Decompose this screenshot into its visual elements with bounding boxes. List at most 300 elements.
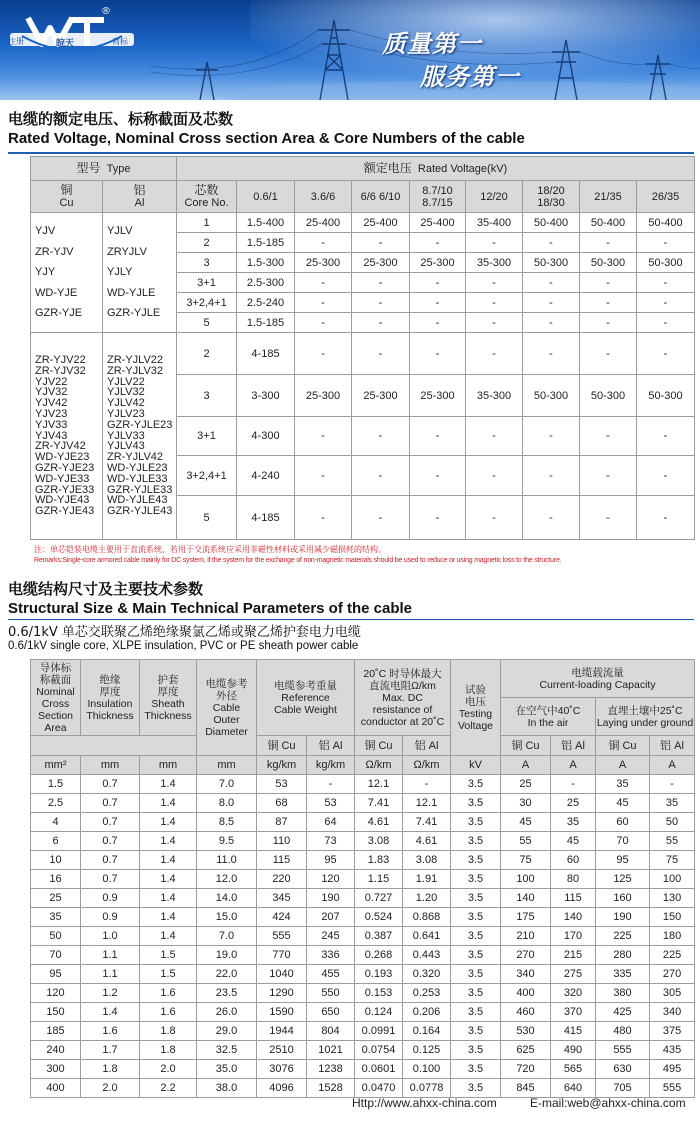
ground-al-header: 铝 Al xyxy=(650,736,695,756)
data-cell: 1.4 xyxy=(140,775,197,794)
section2-title-en: Structural Size & Main Technical Parameters of the cable xyxy=(8,600,413,617)
data-cell: 7.0 xyxy=(197,927,257,946)
data-cell: 1.4 xyxy=(140,794,197,813)
section-range-cell: - xyxy=(466,456,523,496)
data-cell: 770 xyxy=(257,946,307,965)
section-range-cell: 35-300 xyxy=(466,375,523,417)
section-range-cell: 25-300 xyxy=(410,253,466,273)
model-name: WD-YJE23 xyxy=(35,451,90,464)
section-range-cell: - xyxy=(523,456,580,496)
model-name: YJLV xyxy=(107,225,133,238)
data-cell: 435 xyxy=(650,1041,695,1060)
data-cell: 0.100 xyxy=(403,1060,451,1079)
unit-cell: A xyxy=(551,756,596,775)
unit-cell: Ω/km xyxy=(403,756,451,775)
data-cell: 0.125 xyxy=(403,1041,451,1060)
section-range-cell: 50-400 xyxy=(637,213,695,233)
data-cell: 240 xyxy=(31,1041,81,1060)
section-range-cell: - xyxy=(637,456,695,496)
data-cell: 1.8 xyxy=(140,1041,197,1060)
data-cell: 804 xyxy=(307,1022,355,1041)
data-cell: 100 xyxy=(650,870,695,889)
data-cell: 2.5 xyxy=(31,794,81,813)
remark-note-en: Remarks:Single-core armored cable mainly for DC system, if the system for the exchange of non-magnetic materials should be used to reduce or using magnetic loss to the structure. xyxy=(34,557,562,564)
data-cell: 95 xyxy=(307,851,355,870)
al-model-list-1 xyxy=(103,213,177,333)
section-range-cell: - xyxy=(410,333,466,375)
section-range-cell: 50-300 xyxy=(637,375,695,417)
data-cell: 68 xyxy=(257,794,307,813)
section-range-cell: - xyxy=(580,333,637,375)
data-cell: 340 xyxy=(650,1003,695,1022)
data-cell: 1590 xyxy=(257,1003,307,1022)
unit-cell: mm xyxy=(140,756,197,775)
data-cell: 1021 xyxy=(307,1041,355,1060)
data-cell: 7.41 xyxy=(403,813,451,832)
data-cell: 3.5 xyxy=(451,927,501,946)
section-range-cell: - xyxy=(295,313,352,333)
footer-url: Http://www.ahxx-china.com xyxy=(352,1096,497,1110)
data-cell: 335 xyxy=(596,965,650,984)
model-name: GZR-YJLE xyxy=(107,307,161,320)
data-cell: 0.7 xyxy=(81,813,140,832)
data-cell: 0.0470 xyxy=(355,1079,403,1098)
section-range-cell: - xyxy=(466,313,523,333)
section-range-cell: - xyxy=(352,496,410,540)
table-row xyxy=(31,965,695,984)
section-range-cell: - xyxy=(466,273,523,293)
section-range-cell: - xyxy=(295,273,352,293)
table-row xyxy=(31,870,695,889)
type-header-en: Type xyxy=(106,163,131,175)
data-cell: 150 xyxy=(650,908,695,927)
data-cell: 3.5 xyxy=(451,946,501,965)
section-range-cell: 50-400 xyxy=(580,213,637,233)
model-name: YJLV42 xyxy=(107,397,145,410)
section-range-cell: - xyxy=(410,417,466,456)
data-cell: 0.0991 xyxy=(355,1022,403,1041)
data-cell: 270 xyxy=(501,946,551,965)
section-range-cell: - xyxy=(410,496,466,540)
logo-small-right-text: 商标 xyxy=(112,37,128,46)
data-cell: 30 xyxy=(501,794,551,813)
section-range-cell: - xyxy=(637,293,695,313)
section-range-cell: - xyxy=(580,233,637,253)
unit-cell: A xyxy=(596,756,650,775)
table-row xyxy=(31,908,695,927)
data-cell: 625 xyxy=(501,1041,551,1060)
data-cell: 0.164 xyxy=(403,1022,451,1041)
data-cell: 53 xyxy=(307,794,355,813)
data-cell: 1.4 xyxy=(81,1003,140,1022)
section-range-cell: - xyxy=(580,313,637,333)
model-name: ZR-YJV32 xyxy=(35,364,86,377)
unit-cell: kg/km xyxy=(257,756,307,775)
section-range-cell: 25-400 xyxy=(295,213,352,233)
data-cell: 630 xyxy=(596,1060,650,1079)
voltage-header-7: 26/35 xyxy=(637,181,695,213)
model-name: WD-YJLE33 xyxy=(107,472,168,485)
model-name: GZR-YJLE23 xyxy=(107,418,173,431)
section-range-cell: 25-300 xyxy=(295,375,352,417)
data-cell: 12.1 xyxy=(403,794,451,813)
model-name: ZR-YJV42 xyxy=(35,440,86,453)
section-range-cell: 25-400 xyxy=(352,213,410,233)
section-range-cell: - xyxy=(637,333,695,375)
model-name: ZRYJLV xyxy=(107,245,147,258)
data-cell: 150 xyxy=(31,1003,81,1022)
unit-cell: mm² xyxy=(31,756,81,775)
data-cell: 70 xyxy=(596,832,650,851)
section-range-cell: - xyxy=(466,333,523,375)
data-cell: 29.0 xyxy=(197,1022,257,1041)
section-range-cell: - xyxy=(295,233,352,253)
in-air-header: 在空气中40˚C In the air xyxy=(501,698,596,736)
model-name: YJV23 xyxy=(35,408,68,420)
model-name: GZR-YJE43 xyxy=(35,505,95,518)
unit-cell: kg/km xyxy=(307,756,355,775)
data-cell: 215 xyxy=(551,946,596,965)
table-row xyxy=(31,794,695,813)
data-cell: 55 xyxy=(650,832,695,851)
section-range-cell: - xyxy=(352,313,410,333)
model-name: YJV32 xyxy=(35,386,68,399)
data-cell: 0.193 xyxy=(355,965,403,984)
data-cell: 555 xyxy=(650,1079,695,1098)
data-cell: 1.5 xyxy=(140,946,197,965)
section-range-cell: 25-300 xyxy=(410,375,466,417)
data-cell: 3.5 xyxy=(451,794,501,813)
model-name: YJY xyxy=(35,266,56,279)
technical-parameters-table xyxy=(30,659,695,1098)
data-cell: 455 xyxy=(307,965,355,984)
data-cell: 75 xyxy=(501,851,551,870)
model-name: YJV22 xyxy=(35,375,68,388)
core-number: 1 xyxy=(177,213,237,233)
data-cell: 87 xyxy=(257,813,307,832)
data-cell: 400 xyxy=(31,1079,81,1098)
data-cell: 300 xyxy=(31,1060,81,1079)
under-ground-header: 直埋土壤中25˚C Laying under ground xyxy=(596,698,695,736)
data-cell: 3.5 xyxy=(451,889,501,908)
data-cell: 7.0 xyxy=(197,775,257,794)
data-cell: 845 xyxy=(501,1079,551,1098)
data-cell: 1.6 xyxy=(140,1003,197,1022)
data-cell: 3.08 xyxy=(403,851,451,870)
data-cell: 0.0778 xyxy=(403,1079,451,1098)
unit-cell: kV xyxy=(451,756,501,775)
section-range-cell: 25-300 xyxy=(352,253,410,273)
section-range-cell: - xyxy=(637,273,695,293)
model-name: ZR-YJLV42 xyxy=(107,451,164,464)
al-model-list-2 xyxy=(103,333,177,540)
data-cell: 1238 xyxy=(307,1060,355,1079)
section-range-cell: - xyxy=(523,496,580,540)
data-cell: 245 xyxy=(307,927,355,946)
section-range-cell: 25-300 xyxy=(352,375,410,417)
table-row xyxy=(31,832,695,851)
data-cell: 0.153 xyxy=(355,984,403,1003)
table-row xyxy=(31,1060,695,1079)
section-range-cell: - xyxy=(410,273,466,293)
model-name: YJLV43 xyxy=(107,440,145,453)
section-range-cell: - xyxy=(352,333,410,375)
table-row xyxy=(31,927,695,946)
data-cell: 35 xyxy=(596,775,650,794)
voltage-header-1: 3.6/6 xyxy=(295,181,352,213)
voltage-header-0: 0.6/1 xyxy=(237,181,295,213)
data-cell: 53 xyxy=(257,775,307,794)
data-cell: 3.5 xyxy=(451,813,501,832)
data-cell: 555 xyxy=(596,1041,650,1060)
data-cell: 1040 xyxy=(257,965,307,984)
data-cell: 1.4 xyxy=(140,832,197,851)
sheath-header: 护套 厚度 Sheath Thickness xyxy=(140,660,197,736)
data-cell: 1.8 xyxy=(81,1060,140,1079)
data-cell: 7.41 xyxy=(355,794,403,813)
data-cell: 0.727 xyxy=(355,889,403,908)
section-range-cell: 35-300 xyxy=(466,253,523,273)
core-number: 3+1 xyxy=(177,273,237,293)
core-header-cn: 芯数 xyxy=(194,183,219,197)
section-range-cell: 50-300 xyxy=(580,375,637,417)
data-cell: 0.7 xyxy=(81,832,140,851)
area-header: 导体标 称截面 Nominal Cross Section Area xyxy=(31,660,81,736)
ground-cu-header: 铜 Cu xyxy=(596,736,650,756)
data-cell: 110 xyxy=(257,832,307,851)
type-header xyxy=(31,157,177,181)
data-cell: 80 xyxy=(551,870,596,889)
data-cell: 0.253 xyxy=(403,984,451,1003)
data-cell: 75 xyxy=(650,851,695,870)
type-header-cn: 型号 xyxy=(76,161,101,175)
data-cell: 9.5 xyxy=(197,832,257,851)
model-name: ZR-YJV22 xyxy=(35,354,86,367)
data-cell: 64 xyxy=(307,813,355,832)
data-cell: 25 xyxy=(551,794,596,813)
data-cell: 180 xyxy=(650,927,695,946)
data-cell: 225 xyxy=(650,946,695,965)
data-cell: 115 xyxy=(257,851,307,870)
data-cell: 95 xyxy=(596,851,650,870)
data-cell: 4.61 xyxy=(355,813,403,832)
data-cell: 35 xyxy=(551,813,596,832)
data-cell: 2.2 xyxy=(140,1079,197,1098)
data-cell: 26.0 xyxy=(197,1003,257,1022)
data-cell: 3.5 xyxy=(451,1003,501,1022)
data-cell: 425 xyxy=(596,1003,650,1022)
data-cell: 270 xyxy=(650,965,695,984)
data-cell: 1.4 xyxy=(140,908,197,927)
data-cell: 320 xyxy=(551,984,596,1003)
data-cell: 45 xyxy=(551,832,596,851)
section-range-cell: 4-185 xyxy=(237,333,295,375)
data-cell: 0.868 xyxy=(403,908,451,927)
core-header-en: Core No. xyxy=(184,197,229,209)
data-cell: 2.0 xyxy=(140,1060,197,1079)
model-name: WD-YJE xyxy=(35,286,78,299)
current-capacity-header: 电缆载流量 Current-loading Capacity xyxy=(501,660,695,698)
data-cell: 1944 xyxy=(257,1022,307,1041)
section-range-cell: - xyxy=(523,233,580,253)
section-range-cell: 1.5-300 xyxy=(237,253,295,273)
data-cell: 0.7 xyxy=(81,851,140,870)
model-name: YJV33 xyxy=(35,418,68,431)
air-cu-header: 铜 Cu xyxy=(501,736,551,756)
data-cell: 3.5 xyxy=(451,984,501,1003)
data-cell: 555 xyxy=(257,927,307,946)
data-cell: 0.641 xyxy=(403,927,451,946)
core-number: 2 xyxy=(177,333,237,375)
data-cell: 100 xyxy=(501,870,551,889)
header-banner xyxy=(0,0,700,100)
section-range-cell: 50-300 xyxy=(637,253,695,273)
data-cell: 0.443 xyxy=(403,946,451,965)
data-cell: 38.0 xyxy=(197,1079,257,1098)
data-cell: 3076 xyxy=(257,1060,307,1079)
section-range-cell: - xyxy=(637,417,695,456)
data-cell: 530 xyxy=(501,1022,551,1041)
model-name: YJLV32 xyxy=(107,386,145,399)
data-cell: 120 xyxy=(31,984,81,1003)
section-range-cell: - xyxy=(466,417,523,456)
data-cell: - xyxy=(551,775,596,794)
section-range-cell: - xyxy=(295,293,352,313)
core-number: 5 xyxy=(177,496,237,540)
data-cell: 720 xyxy=(501,1060,551,1079)
slogan-service: 服务第一 xyxy=(420,63,520,91)
data-cell: 3.5 xyxy=(451,1060,501,1079)
data-cell: 0.9 xyxy=(81,889,140,908)
data-cell: 190 xyxy=(307,889,355,908)
data-cell: 305 xyxy=(650,984,695,1003)
cu-header xyxy=(31,181,103,213)
data-cell: 170 xyxy=(551,927,596,946)
section-range-cell: 50-400 xyxy=(523,213,580,233)
data-cell: 1.4 xyxy=(140,870,197,889)
core-number: 5 xyxy=(177,313,237,333)
data-cell: 60 xyxy=(596,813,650,832)
section-range-cell: - xyxy=(295,417,352,456)
data-cell: 370 xyxy=(551,1003,596,1022)
model-name: WD-YJE43 xyxy=(35,494,90,507)
model-name: ZR-YJLV32 xyxy=(107,364,164,377)
data-cell: 1.0 xyxy=(81,927,140,946)
data-cell: 3.5 xyxy=(451,851,501,870)
data-cell: 15.0 xyxy=(197,908,257,927)
data-cell: 12.1 xyxy=(355,775,403,794)
data-cell: 1.5 xyxy=(31,775,81,794)
data-cell: 0.0601 xyxy=(355,1060,403,1079)
data-cell: 280 xyxy=(596,946,650,965)
data-cell: 400 xyxy=(501,984,551,1003)
data-cell: 1.4 xyxy=(140,851,197,870)
data-cell: 1.2 xyxy=(81,984,140,1003)
testing-voltage-header: 试验 电压 Testing Voltage xyxy=(451,660,501,756)
section-range-cell: - xyxy=(410,233,466,253)
unit-cell: A xyxy=(501,756,551,775)
rated-voltage-header-en: Rated Voltage(kV) xyxy=(417,163,508,175)
weight-al-header: 铝 Al xyxy=(307,736,355,756)
section-range-cell: - xyxy=(580,496,637,540)
data-cell: 3.5 xyxy=(451,832,501,851)
outer-diameter-header: 电缆参考 外径 Cable Outer Diameter xyxy=(197,660,257,756)
data-cell: 60 xyxy=(551,851,596,870)
data-cell: 25 xyxy=(501,775,551,794)
data-cell: 1290 xyxy=(257,984,307,1003)
model-name: ZR-YJV xyxy=(35,245,74,258)
core-number: 3+2,4+1 xyxy=(177,293,237,313)
model-name: GZR-YJLE43 xyxy=(107,505,173,518)
al-header xyxy=(103,181,177,213)
rated-voltage-header xyxy=(177,157,695,181)
model-name: ZR-YJLV22 xyxy=(107,354,164,367)
model-name: YJV43 xyxy=(35,429,68,442)
model-name: YJLV22 xyxy=(107,375,145,388)
data-cell: 0.7 xyxy=(81,775,140,794)
data-cell: 185 xyxy=(31,1022,81,1041)
section-range-cell: - xyxy=(523,333,580,375)
section-range-cell: - xyxy=(466,233,523,253)
data-cell: 0.206 xyxy=(403,1003,451,1022)
data-cell: 565 xyxy=(551,1060,596,1079)
data-cell: 3.5 xyxy=(451,1041,501,1060)
data-cell: 640 xyxy=(551,1079,596,1098)
section-range-cell: - xyxy=(410,313,466,333)
unit-cell: A xyxy=(650,756,695,775)
data-cell: 4 xyxy=(31,813,81,832)
section-range-cell: 1.5-400 xyxy=(237,213,295,233)
cu-model-list-1 xyxy=(31,213,103,333)
data-cell: 550 xyxy=(307,984,355,1003)
section-range-cell: - xyxy=(580,417,637,456)
data-cell: 1.15 xyxy=(355,870,403,889)
model-name: GZR-YJE xyxy=(35,307,83,320)
data-cell: 225 xyxy=(596,927,650,946)
section-range-cell: - xyxy=(523,313,580,333)
data-cell: 490 xyxy=(551,1041,596,1060)
data-cell: 336 xyxy=(307,946,355,965)
data-cell: 3.5 xyxy=(451,775,501,794)
data-cell: 23.5 xyxy=(197,984,257,1003)
section-range-cell: 3-300 xyxy=(237,375,295,417)
data-cell: 0.387 xyxy=(355,927,403,946)
data-cell: 1.91 xyxy=(403,870,451,889)
data-cell: 70 xyxy=(31,946,81,965)
data-cell: 4096 xyxy=(257,1079,307,1098)
data-cell: 1.6 xyxy=(140,984,197,1003)
data-cell: 0.268 xyxy=(355,946,403,965)
section-range-cell: - xyxy=(295,333,352,375)
data-cell: 275 xyxy=(551,965,596,984)
core-number: 3+1 xyxy=(177,417,237,456)
section-range-cell: - xyxy=(295,496,352,540)
al-header-cn: 铝 xyxy=(133,183,146,197)
data-cell: 3.08 xyxy=(355,832,403,851)
table-row xyxy=(31,946,695,965)
data-cell: 1.4 xyxy=(140,813,197,832)
table-row xyxy=(31,1003,695,1022)
model-name: YJV42 xyxy=(35,397,68,410)
data-cell: 345 xyxy=(257,889,307,908)
model-name: GZR-YJE33 xyxy=(35,483,95,496)
data-cell: 130 xyxy=(650,889,695,908)
core-number: 3+2,4+1 xyxy=(177,456,237,496)
weight-cu-header: 铜 Cu xyxy=(257,736,307,756)
blank-header-cell xyxy=(31,736,197,756)
insulation-header: 绝缘 厚度 Insulation Thickness xyxy=(81,660,140,736)
data-cell: 0.9 xyxy=(81,908,140,927)
